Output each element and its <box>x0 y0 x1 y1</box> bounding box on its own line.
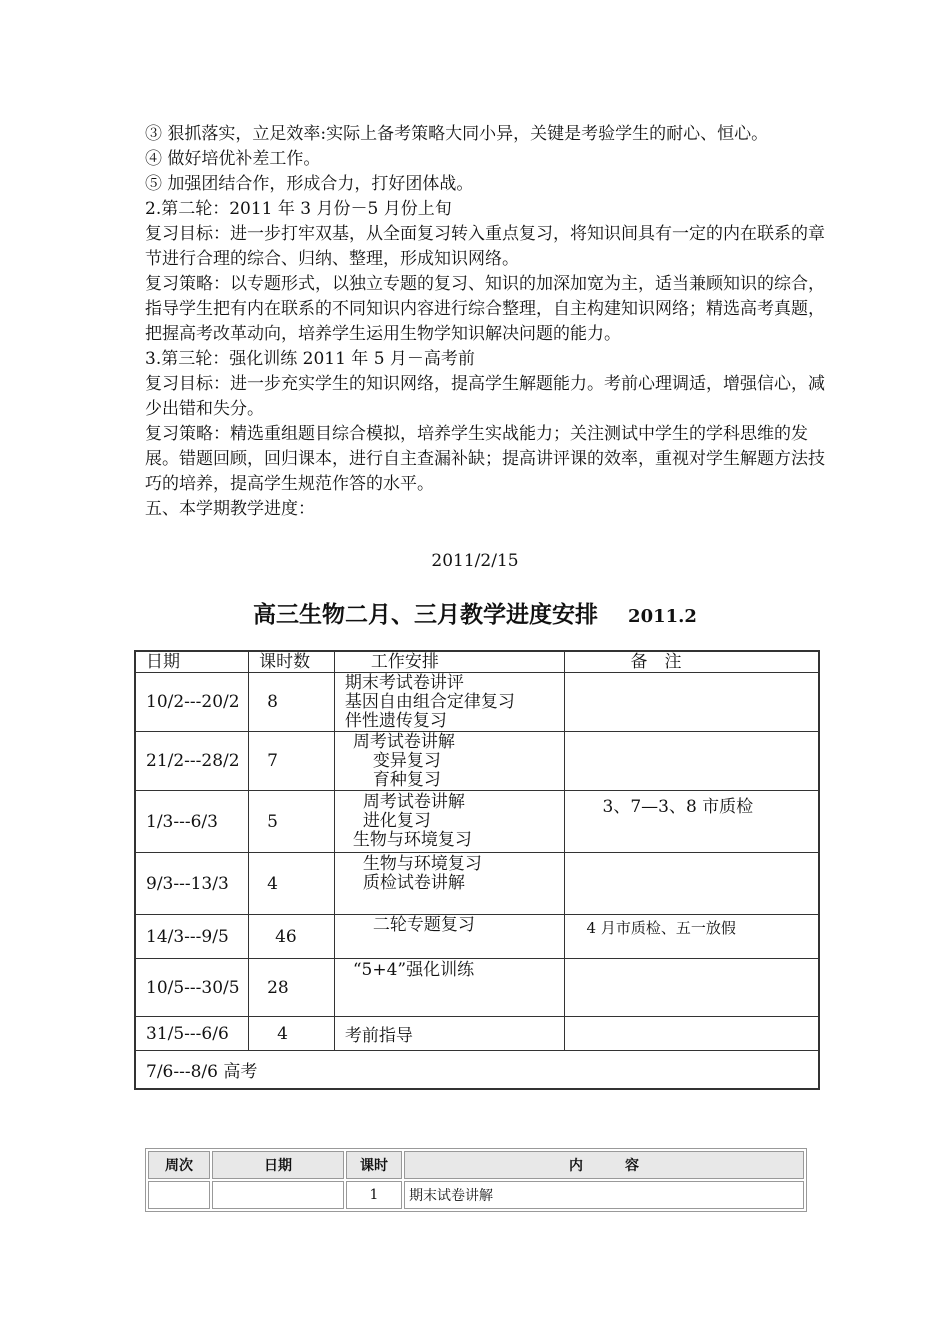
work-line: 育种复习 <box>372 769 441 790</box>
row-note: 3、7—3、8 市质检 <box>564 791 819 853</box>
schedule-table <box>134 650 820 1090</box>
row-date: 10/2---20/2 <box>135 673 249 732</box>
row-date: 10/5---30/5 <box>135 959 249 1017</box>
paragraph: ⑤ 加强团结合作，形成合力，打好团体战。 <box>145 174 474 194</box>
weekly-row <box>148 1181 804 1209</box>
row-work <box>334 791 564 853</box>
row-date <box>212 1181 344 1209</box>
work-line: 变异复习 <box>372 750 441 771</box>
title-year: 2011.2 <box>628 606 697 627</box>
row-work: 考前指导 <box>334 1017 564 1051</box>
header-date: 日期 <box>212 1151 344 1179</box>
work-line: “5+4”强化训练 <box>352 960 475 980</box>
schedule-row <box>135 853 819 915</box>
header-work: 工作安排 <box>334 651 564 673</box>
row-note: 4 月市质检、五一放假 <box>564 915 819 959</box>
header-date: 日期 <box>135 651 249 673</box>
header-content: 内 容 <box>404 1151 804 1179</box>
row-date: 1/3---6/3 <box>135 791 249 853</box>
paragraph: ③ 狠抓落实，立足效率:实际上备考策略大同小异，关键是考验学生的耐心、恒心。 <box>145 124 769 144</box>
paragraph: 3.第三轮：强化训练 2011 年 5 月－高考前 <box>145 349 475 369</box>
row-hours: 4 <box>249 853 335 915</box>
row-work <box>334 732 564 791</box>
row-hours: 8 <box>249 673 335 732</box>
row-note <box>564 732 819 791</box>
header-hour: 课时 <box>346 1151 402 1179</box>
schedule-footer: 7/6---8/6 高考 <box>135 1051 819 1089</box>
header-week: 周次 <box>148 1151 210 1179</box>
row-note <box>564 959 819 1017</box>
row-hours: 7 <box>249 732 335 791</box>
schedule-header-row <box>135 651 819 673</box>
schedule-row <box>135 915 819 959</box>
weekly-header-row <box>148 1151 804 1179</box>
paragraph: 复习策略：以专题形式，以独立专题的复习、知识的加深加宽为主，适当兼顾知识的综合，指导学生把有内在联系的不同知识内容进行综合整理，自主构建知识网络；精选高考真题，把握高考改革动向，培养学生运用生物学知识解决问题的能力。 <box>145 274 825 344</box>
work-line: 质检试卷讲解 <box>362 873 465 893</box>
document-date: 2011/2/15 <box>431 551 519 571</box>
row-date: 9/3---13/3 <box>135 853 249 915</box>
work-line: 期末考试卷讲评 <box>344 672 464 693</box>
weekly-table <box>145 1148 807 1212</box>
row-hour: 1 <box>346 1181 402 1209</box>
work-line: 生物与环境复习 <box>352 830 472 850</box>
paragraph: 五、本学期教学进度： <box>145 499 315 519</box>
text-block <box>145 122 825 522</box>
row-date: 31/5---6/6 <box>135 1017 249 1051</box>
paragraph: ④ 做好培优补差工作。 <box>145 149 321 169</box>
work-line: 伴性遗传复习 <box>344 710 447 731</box>
work-line: 基因自由组合定律复习 <box>344 691 515 712</box>
row-work <box>334 915 564 959</box>
row-week <box>148 1181 210 1209</box>
paragraph: 复习策略：精选重组题目综合模拟，培养学生实战能力；关注测试中学生的学科思维的发展。错题回顾，回归课本，进行自主查漏补缺；提高讲评课的效率，重视对学生解题方法技巧的培养，提高学生规范作答的水平。 <box>145 424 825 494</box>
row-date: 14/3---9/5 <box>135 915 249 959</box>
paragraph: 2.第二轮：2011 年 3 月份－5 月份上旬 <box>145 199 452 219</box>
row-work <box>334 673 564 732</box>
schedule-row <box>135 1017 819 1051</box>
schedule-footer-row <box>135 1051 819 1089</box>
schedule-row <box>135 959 819 1017</box>
row-work <box>334 853 564 915</box>
row-hours: 5 <box>249 791 335 853</box>
work-line: 二轮专题复习 <box>372 915 475 935</box>
row-hours: 4 <box>249 1017 335 1051</box>
page-title <box>0 596 950 629</box>
row-content: 期末试卷讲解 <box>404 1181 804 1209</box>
row-note <box>564 673 819 732</box>
work-line: 进化复习 <box>362 811 431 831</box>
row-note <box>564 853 819 915</box>
paragraph: 复习目标：进一步打牢双基，从全面复习转入重点复习，将知识间具有一定的内在联系的章节进行合理的综合、归纳、整理，形成知识网络。 <box>145 224 825 269</box>
header-hours: 课时数 <box>249 651 335 673</box>
work-line: 生物与环境复习 <box>362 854 482 874</box>
schedule-row <box>135 732 819 791</box>
schedule-row <box>135 673 819 732</box>
row-hours: 28 <box>249 959 335 1017</box>
schedule-row <box>135 791 819 853</box>
work-line: 周考试卷讲解 <box>352 731 455 752</box>
paragraph: 复习目标：进一步充实学生的知识网络，提高学生解题能力。考前心理调适，增强信心，减少出错和失分。 <box>145 374 825 419</box>
row-work <box>334 959 564 1017</box>
row-hours: 46 <box>249 915 335 959</box>
work-line: 周考试卷讲解 <box>362 792 465 812</box>
header-note: 备 注 <box>564 651 819 673</box>
title-text: 高三生物二月、三月教学进度安排 <box>253 601 599 628</box>
row-note <box>564 1017 819 1051</box>
row-date: 21/2---28/2 <box>135 732 249 791</box>
